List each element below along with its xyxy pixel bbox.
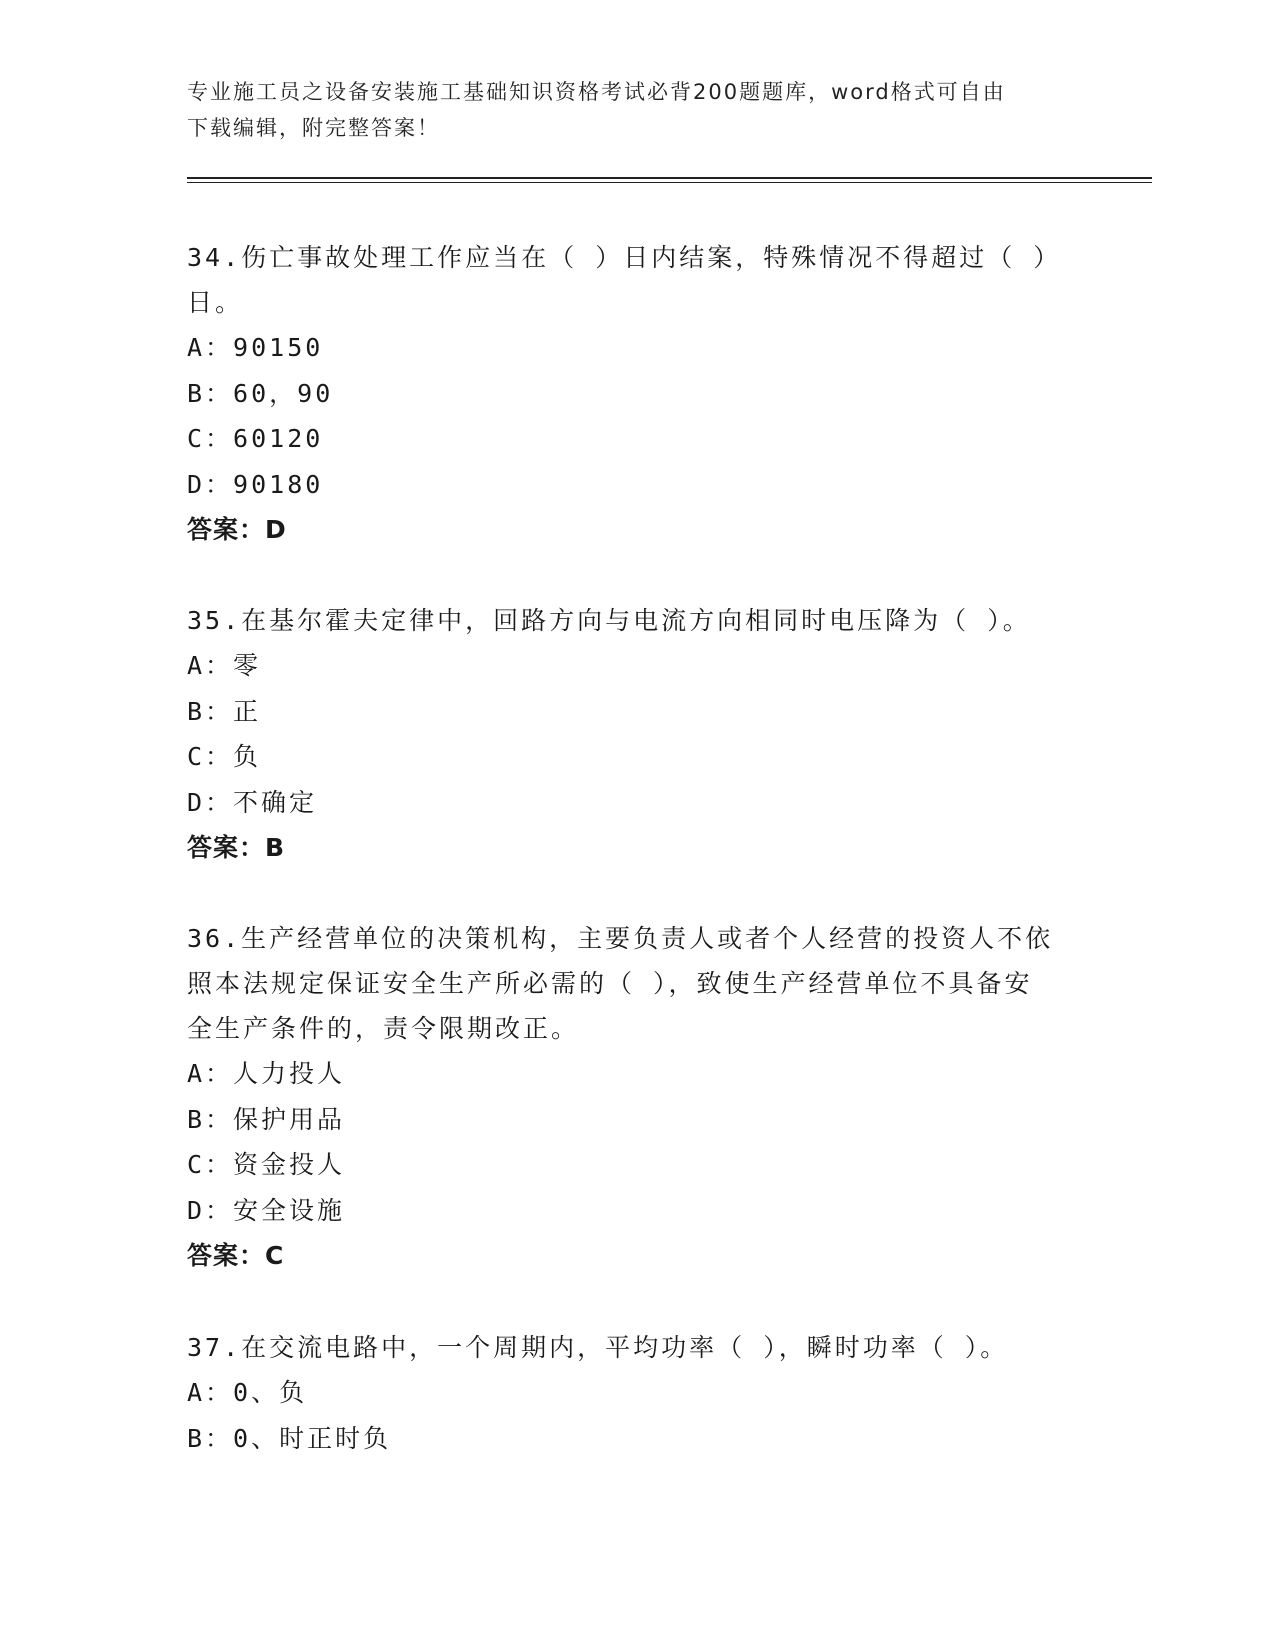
header-line-1: 专业施工员之设备安装施工基础知识资格考试必背200题题库，word格式可自由 [187,80,1006,104]
option-b: B：0、时正时负 [187,1423,392,1453]
option-a: A：0、负 [187,1378,308,1407]
answer-line: 答案：C [187,1241,285,1270]
question-stem-line: 全生产条件的，责令限期改正。 [187,1014,580,1043]
question-stem-line: 37.在交流电路中，一个周期内，平均功率（ ），瞬时功率（ ）。 [187,1333,1009,1362]
option-a: A：零 [187,651,262,680]
question-35 [187,598,1067,870]
question-34 [187,235,1067,552]
option-c: C：负 [187,742,262,771]
option-d: D：不确定 [187,787,318,817]
question-stem-line: 34.伤亡事故处理工作应当在（ ）日内结案，特殊情况不得超过（ ） [187,243,1062,272]
question-stem-line: 照本法规定保证安全生产所必需的（ ），致使生产经营单位不具备安 [187,969,1033,998]
question-stem-line: 35.在基尔霍夫定律中，回路方向与电流方向相同时电压降为（ ）。 [187,606,1031,635]
option-d: D：安全设施 [187,1195,346,1225]
option-b: B：正 [187,696,262,726]
question-stem-line: 日。 [187,288,244,317]
option-c: C：60120 [187,424,324,453]
option-b: B：60，90 [187,378,334,408]
document-header [187,74,1067,146]
header-line-2: 下载编辑，附完整答案！ [187,116,440,140]
option-d: D：90180 [187,469,324,499]
header-divider-thin [187,182,1152,183]
option-a: A：人力投人 [187,1059,346,1088]
option-a: A：90150 [187,333,324,362]
option-c: C：资金投人 [187,1150,346,1179]
question-stem-line: 36.生产经营单位的决策机构，主要负责人或者个人经营的投资人不依 [187,924,1054,953]
question-37 [187,1325,1067,1461]
question-36 [187,916,1067,1278]
header-divider-thick [187,177,1152,179]
option-b: B：保护用品 [187,1104,346,1134]
answer-line: 答案：B [187,833,286,862]
answer-line: 答案：D [187,515,287,544]
